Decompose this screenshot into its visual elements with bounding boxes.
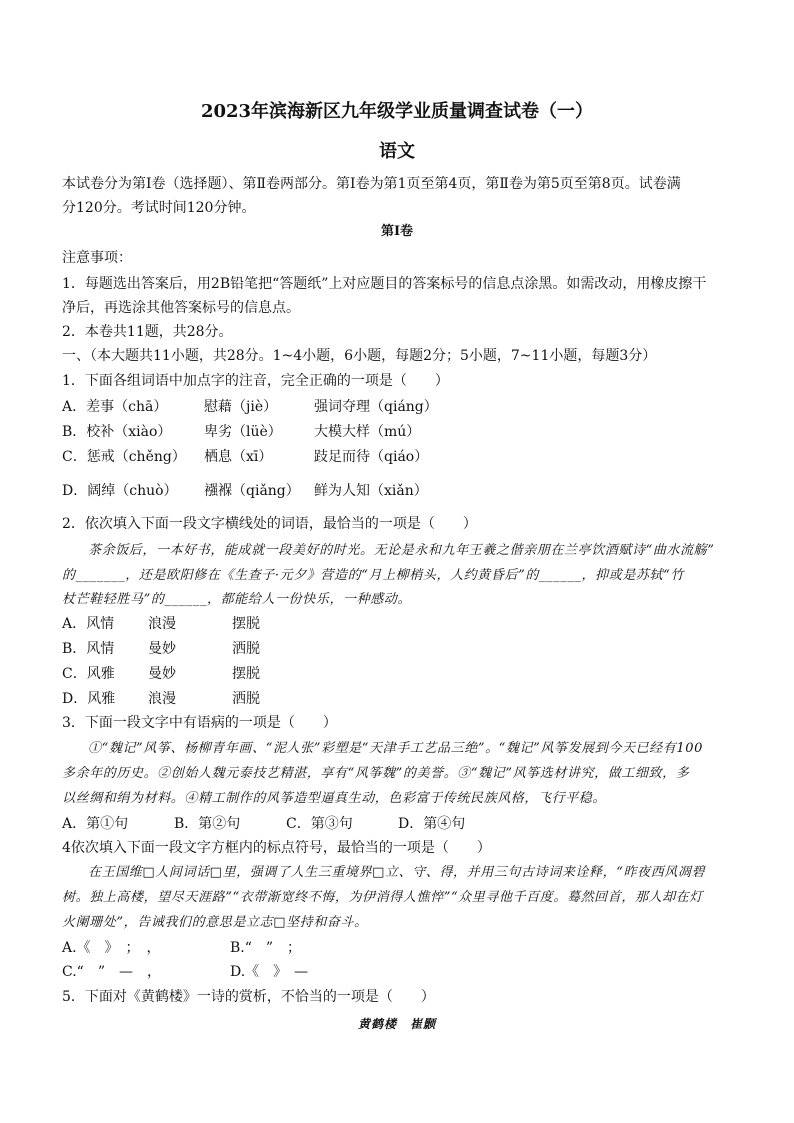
question-1-option-d[interactable]: D．阔绰（chuò） 襁褓（qiǎng） 鲜为人知（xiǎn） xyxy=(62,483,428,499)
notice-line: 2．本卷共11题，共28分。 xyxy=(62,324,233,340)
question-3-passage-line: ①“魏记”风筝、杨柳青年画、“泥人张”彩塑是“天津手工艺品三绝”。“魏记”风筝发展到今天已经有100 xyxy=(88,741,703,756)
question-4-passage-line: 在王国维□人间词话□里，强调了人生三重境界□立、守、得，并用三句古诗词来诠释，“昨夜西风凋碧 xyxy=(88,865,706,880)
question-3-stem: 3．下面一段文字中有语病的一项是（ ） xyxy=(62,715,337,731)
question-2-option-a[interactable]: A．风情 浪漫 摆脱 xyxy=(62,616,260,632)
question-2-option-b[interactable]: B．风情 曼妙 洒脱 xyxy=(62,641,260,657)
question-4-option-b[interactable]: B.“ ” ； xyxy=(230,940,302,956)
question-4-passage-line: 树。独上高楼，望尽天涯路”“衣带渐宽终不悔，为伊消得人憔悴”“众里寻他千百度。蓦然回首，那人却在灯 xyxy=(62,890,703,905)
poem-title-author: 黄鹤楼 崔颢 xyxy=(357,1017,436,1031)
exam-title: 2023年滨海新区九年级学业质量调查试卷（一） xyxy=(200,101,594,122)
question-1-option-b[interactable]: B．校补（xiào） 卑劣（lüè） 大模大样（mú） xyxy=(62,424,421,440)
question-3-option-c[interactable]: C．第③句 xyxy=(286,816,353,832)
question-2-passage-line: 杖芒鞋轻胜马”的______，都能给人一份快乐，一种感动。 xyxy=(62,592,412,607)
notice-heading: 注意事项： xyxy=(62,250,132,266)
question-2-passage-line: 茶余饭后，一本好书，能成就一段美好的时光。无论是永和九年王羲之偕亲朋在兰亭饮酒赋诗“曲水流觞” xyxy=(88,543,715,558)
question-4-option-a[interactable]: A.《 》 ； ， xyxy=(62,940,161,956)
question-1-stem: 1．下面各组词语中加点字的注音，完全正确的一项是（ ） xyxy=(62,373,449,389)
question-1-option-c[interactable]: C．惩戒（chěng） 栖息（xī） 跂足而待（qiáo） xyxy=(62,449,429,465)
question-4-options-row-2 xyxy=(62,962,742,982)
question-3-option-d[interactable]: D．第④句 xyxy=(398,816,466,832)
question-1-option-a[interactable]: A．差事（chā） 慰藉（jiè） 强词夺理（qiáng） xyxy=(62,399,438,415)
question-4-option-c[interactable]: C.“ ” — ， xyxy=(62,964,161,980)
question-4-option-d[interactable]: D.《 》 — xyxy=(230,964,309,980)
question-4-options-row-1 xyxy=(62,938,742,958)
subject-heading: 语文 xyxy=(379,141,415,162)
question-2-passage-line: 的_______，还是欧阳修在《生查子·元夕》营造的“月上柳梢头，人约黄昏后”的______，抑或是苏轼“竹 xyxy=(62,568,684,583)
question-2-stem: 2．依次填入下面一段文字横线处的词语，最恰当的一项是（ ） xyxy=(62,516,477,532)
question-3-option-a[interactable]: A．第①句 xyxy=(62,816,129,832)
question-3-passage-line: 以丝绸和绢为材料。④精工制作的风筝造型逼真生动，色彩富于传统民族风格，飞行平稳。 xyxy=(62,791,607,806)
question-5-stem: 5．下面对《黄鹤楼》一诗的赏析，不恰当的一项是（ ） xyxy=(62,989,435,1005)
question-3-option-b[interactable]: B．第②句 xyxy=(174,816,241,832)
part-one-instructions: 一、（本大题共11小题，共28分。1~4小题，6小题，每题2分；5小题，7~11小题，每题3分） xyxy=(62,348,657,364)
section-heading: 第Ⅰ卷 xyxy=(380,224,414,239)
question-2-option-c[interactable]: C．风雅 曼妙 摆脱 xyxy=(62,666,260,682)
notice-line: 1．每题选出答案后，用2B铅笔把“答题纸”上对应题目的答案标号的信息点涂黑。如需改动，用橡皮擦干 xyxy=(62,276,707,292)
notice-line: 净后，再选涂其他答案标号的信息点。 xyxy=(62,300,300,316)
question-2-option-d[interactable]: D．风雅 浪漫 洒脱 xyxy=(62,691,260,707)
question-4-passage-line: 火阑珊处”，告诫我们的意思是立志□坚持和奋斗。 xyxy=(62,915,368,930)
question-3-options xyxy=(62,814,742,834)
question-4-stem: 4依次填入下面一段文字方框内的标点符号，最恰当的一项是（ ） xyxy=(62,840,491,856)
question-3-passage-line: 多余年的历史。②创始人魏元泰技艺精湛，享有“风筝魏”的美誉。③“魏记”风筝选材讲究，做工细致，多 xyxy=(62,766,690,781)
intro-line: 分120分。考试时间120分钟。 xyxy=(62,200,256,216)
intro-line: 本试卷分为第Ⅰ卷（选择题）、第Ⅱ卷两部分。第Ⅰ卷为第1页至第4页，第Ⅱ卷为第5页至第8页。试卷满 xyxy=(62,176,681,192)
